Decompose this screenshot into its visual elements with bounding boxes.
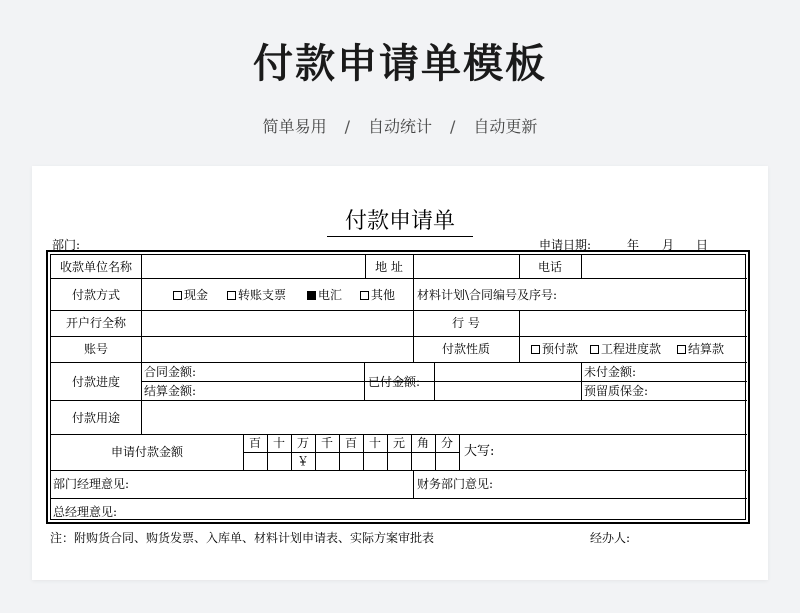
method-option-check[interactable]: 转账支票 — [227, 288, 286, 302]
amount-label: 申请付款金额 — [110, 445, 183, 459]
method-option-wire[interactable]: 电汇 — [307, 288, 342, 302]
dept-manager-label: 部门经理意见: — [53, 477, 130, 491]
phone-field[interactable] — [582, 256, 746, 277]
digit-header: 角 — [416, 436, 429, 450]
digit-header: 分 — [440, 436, 453, 450]
settle-amount-label: 结算金额: — [144, 384, 197, 398]
unpaid-amount-label: 未付金额: — [584, 365, 637, 379]
digit-header: 万 — [296, 436, 309, 450]
apply-date-label: 申请日期: — [539, 238, 592, 252]
phone-label: 电话 — [537, 260, 562, 274]
method-label: 付款方式 — [71, 288, 120, 302]
tag-separator: / — [450, 117, 456, 136]
tag-separator: / — [344, 117, 350, 136]
year-label: 年 — [627, 238, 640, 252]
purpose-field[interactable] — [142, 401, 746, 433]
address-label: 地 址 — [375, 260, 403, 274]
bank-no-field[interactable] — [520, 311, 746, 335]
digit-header: 千 — [320, 436, 333, 450]
checkbox-icon[interactable] — [531, 345, 540, 354]
checkbox-icon[interactable] — [677, 345, 686, 354]
digit-header: 百 — [248, 436, 261, 450]
nature-option-progress[interactable]: 工程进度款 — [590, 342, 661, 356]
form-title: 付款申请单 — [32, 204, 768, 237]
finance-label: 财务部门意见: — [417, 477, 494, 491]
tag-auto-update: 自动更新 — [473, 117, 538, 136]
contract-amount-label: 合同金额: — [144, 365, 197, 379]
checkbox-icon[interactable] — [360, 291, 369, 300]
payment-form-table — [46, 250, 750, 524]
checkbox-icon[interactable] — [590, 345, 599, 354]
form-note: 注：附购货合同、购货发票、入库单、材料计划申请表、实际方案审批表 — [50, 531, 435, 545]
gm-label: 总经理意见: — [53, 505, 118, 519]
form-card — [32, 166, 768, 580]
tag-easy: 简单易用 — [262, 117, 327, 136]
bank-label: 开户行全称 — [65, 316, 126, 330]
month-label: 月 — [662, 238, 675, 252]
nature-option-prepay[interactable]: 预付款 — [531, 342, 578, 356]
retention-label: 预留质保金: — [584, 384, 649, 398]
bank-no-label: 行 号 — [452, 316, 480, 330]
checkbox-icon[interactable] — [227, 291, 236, 300]
checkbox-checked-icon[interactable] — [307, 291, 316, 300]
account-label: 账号 — [83, 342, 108, 356]
checkbox-icon[interactable] — [173, 291, 182, 300]
bank-field[interactable] — [142, 311, 412, 335]
method-option-cash[interactable]: 现金 — [173, 288, 208, 302]
contract-no-label: 材料计划\合同编号及序号: — [417, 288, 558, 302]
account-field[interactable] — [142, 337, 412, 361]
digit-header: 百 — [344, 436, 357, 450]
tagline — [0, 114, 800, 137]
tag-auto-stat: 自动统计 — [367, 117, 432, 136]
progress-label: 付款进度 — [71, 375, 120, 389]
uppercase-label: 大写: — [464, 444, 495, 459]
digit-header: 十 — [368, 436, 381, 450]
payee-label: 收款单位名称 — [59, 260, 132, 274]
day-label: 日 — [696, 238, 709, 252]
digit-header: 十 — [272, 436, 285, 450]
payee-field[interactable] — [142, 256, 364, 277]
nature-option-settlement[interactable]: 结算款 — [677, 342, 724, 356]
digit-header: 元 — [392, 436, 405, 450]
address-field[interactable] — [414, 256, 518, 277]
paid-amount-label: 已付金额: — [368, 375, 421, 389]
nature-label: 付款性质 — [441, 342, 490, 356]
purpose-label: 付款用途 — [71, 411, 120, 425]
method-option-other[interactable]: 其他 — [360, 288, 395, 302]
handler-label: 经办人: — [590, 531, 631, 545]
yen-sign: ￥ — [296, 454, 309, 468]
form-grid — [50, 254, 746, 520]
department-label: 部门: — [52, 238, 81, 252]
page-title: 付款申请单模板 — [253, 41, 547, 87]
